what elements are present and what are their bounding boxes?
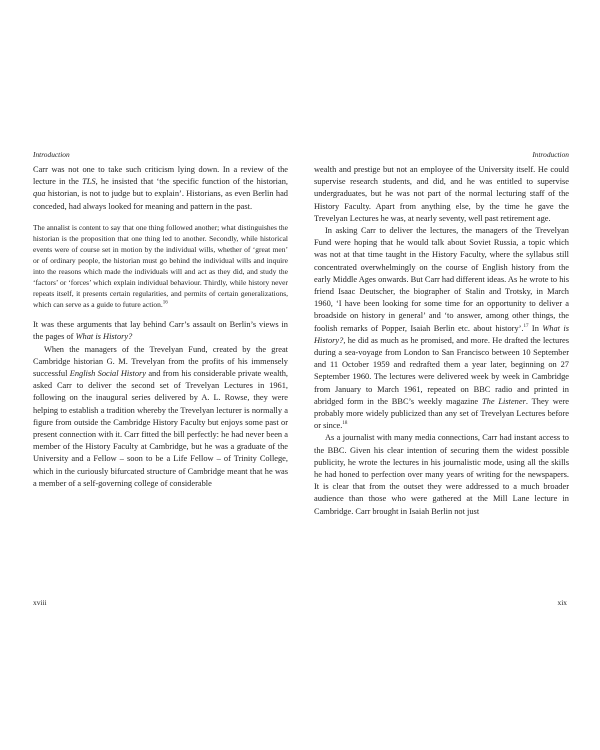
page-number: xviii bbox=[33, 598, 47, 607]
text-run: historian, is not to judge but to explain’. Historians, as even Berlin had conceded, had always looked for meaning and pattern in the past. bbox=[33, 189, 288, 211]
text-run: and from his considerable private wealth, asked Carr to deliver the second set of Trevelyan Lectures in 1961, following on the inaugural series delivered by A. L. Rowse, they were helping to establish a tradition whereby the Trevelyan lecturer is normally a figure from outside the Cambridge History Faculty but enjoys some past or present connection with it. Carr fitted the bill perfectly: he had never been a member of the History Faculty at Cambridge, but he was a graduate of the University and a Fellow – soon to be a Life Fellow – of Trinity College, which in the curiously bifurcated structure of Cambridge meant that he was a member of a self-governing college of considerable bbox=[33, 369, 289, 488]
left-page-body bbox=[33, 164, 288, 490]
italic-word: qua bbox=[33, 189, 46, 199]
footnote-marker[interactable]: 18 bbox=[342, 421, 348, 427]
text-run: It was these arguments that lay behind Carr’s assault on Berlin’s views in the pages of bbox=[33, 320, 288, 342]
footnote-marker[interactable]: 16 bbox=[162, 300, 168, 306]
italic-title: What is History? bbox=[75, 332, 133, 342]
text-run: , he insisted that ‘the specific function of the historian, bbox=[95, 177, 289, 187]
quote-text: The annalist is content to say that one thing followed another; what distinguishes the historian is the proposition that one thing led to another. Secondly, while historical events were of course set in motion by the individual wills, whether of ‘great men’ or of ordinary people, the historian must go behind the individual wills and inquire into the reasons which made the individuals will and act as they did, and study the ‘factors’ or ‘forces’ which explain individual behaviour. Thirdly, while history never repeats itself, it presents certain regularities, and permits of certain generalizations, which can serve as a guide to future action. bbox=[33, 222, 288, 310]
body-paragraph: As a journalist with many media connections, Carr had instant access to the BBC. Given his clear intention of securing them the widest possible publicity, he wrote the lectures in his journalistic mode, using all the skills he had honed to perfection over many years of writing for the newspapers. It is clear that from the outset they were addressed to a much broader audience than those who were gathered at the Mill Lane lecture in Cambridge. Carr brought in Isaiah Berlin not just bbox=[314, 433, 569, 516]
page-number: xix bbox=[557, 598, 567, 607]
left-page bbox=[33, 150, 288, 490]
block-quote bbox=[33, 222, 288, 310]
italic-title: TLS bbox=[82, 177, 96, 187]
body-paragraph bbox=[33, 164, 288, 213]
body-paragraph: wealth and prestige but not an employee of the University itself. He could supervise research students, and did, and he was entitled to supervise undergraduates, but he was not part of the normal lecturing staff of the History Faculty. Apart from anything else, by the time he gave the Trevelyan Lectures he was, at nearly seventy, well past retirement age. bbox=[314, 165, 569, 223]
running-head: Introduction bbox=[33, 150, 70, 159]
body-paragraph bbox=[33, 319, 288, 343]
running-head: Introduction bbox=[532, 150, 569, 159]
text-run: In bbox=[528, 323, 543, 333]
text-run: . They were probably more widely publicized than any set of Trevelyan Lectures before or since. bbox=[314, 396, 570, 431]
italic-title: English Social History bbox=[69, 369, 147, 378]
italic-title: The Listener bbox=[481, 396, 526, 406]
text-run: Carr was not one to take such criticism lying down. In a review of the lecture in the bbox=[33, 165, 288, 187]
right-page bbox=[314, 150, 569, 518]
footnote-marker[interactable]: 17 bbox=[523, 323, 529, 329]
italic-title: What is History? bbox=[314, 323, 569, 345]
right-page-body bbox=[314, 164, 569, 518]
text-run: , he did as much as he promised, and more. He drafted the lectures during a sea-voyage from London to San Francisco between 10 September and 11 October 1959 and redrafted them a year later, beginning on 27 September 1960. The lectures were delivered week by week in Cambridge from January to March 1961, repeated on BBC radio and printed in abridged form in the BBC’s weekly magazine bbox=[314, 335, 569, 406]
text-run: In asking Carr to deliver the lectures, the managers of the Trevelyan Fund were hoping that he would talk about Soviet Russia, a topic which was not at that time taught in the History Faculty, where the syllabus still concentrated overwhelmingly on the course of English history from the early Middle Ages onwards. But Carr had different ideas. As he wrote to his friend Isaac Deutscher, the biographer of Stalin and Trotsky, in March 1960, ‘I have been looking for some time for an opportunity to deliver a broadside on history in general’ and ‘to answer, among other things, the foolish remarks of Popper, Isaiah Berlin etc. about history’. bbox=[314, 226, 569, 333]
body-paragraph bbox=[314, 225, 569, 432]
text-run: When the managers of the Trevelyan Fund, created by the great Cambridge historian G. M. Trevelyan from the profits of his immensely successful bbox=[33, 344, 288, 378]
body-paragraph bbox=[33, 344, 288, 490]
